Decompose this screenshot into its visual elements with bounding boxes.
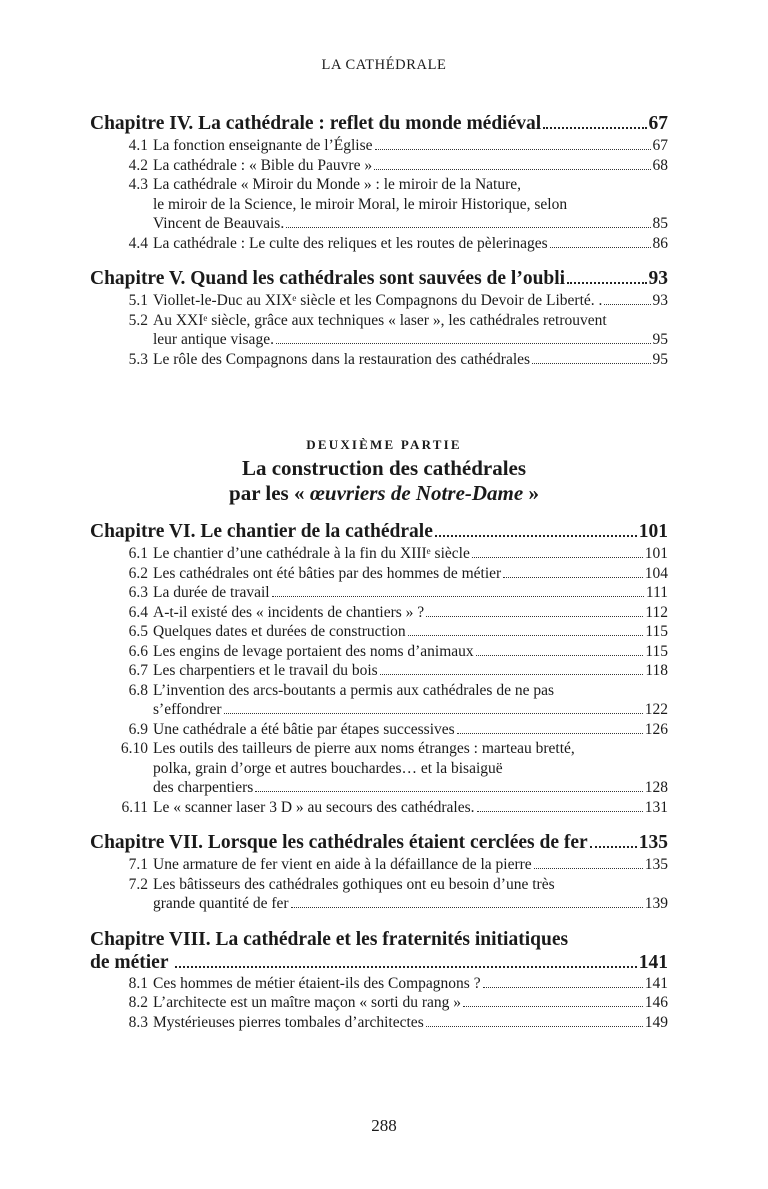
section-title: s’effondrer <box>153 701 222 718</box>
section-number: 8.2 <box>128 994 148 1011</box>
dot-leader <box>224 713 643 714</box>
chapter-heading-6[interactable] <box>90 520 668 544</box>
section-title-last-line <box>153 564 668 584</box>
toc-entry[interactable] <box>90 234 668 254</box>
toc-entry[interactable] <box>90 622 668 642</box>
section-title: Vincent de Beauvais. <box>153 215 285 232</box>
section-text <box>148 1013 668 1033</box>
section-page: 85 <box>652 215 668 232</box>
section-title-last-line <box>153 700 668 720</box>
section-page: 95 <box>652 350 668 368</box>
section-page: 93 <box>652 292 668 309</box>
section-title: A-t-il existé des « incidents de chantiers » ? <box>153 603 425 621</box>
toc-entry[interactable] <box>90 603 668 623</box>
dot-leader <box>286 227 650 228</box>
section-number: 6.10 <box>120 740 148 757</box>
part-label: DEUXIÈME PARTIE <box>306 437 462 452</box>
chapter-page: 101 <box>638 521 668 542</box>
dot-leader <box>374 169 650 170</box>
toc-entry[interactable] <box>90 136 668 156</box>
section-title: La cathédrale : Le culte des reliques et les routes de pèlerinages <box>153 234 548 252</box>
part-title-line-1: La construction des cathédrales <box>241 456 527 480</box>
toc-entry[interactable] <box>90 974 668 994</box>
section-page: 86 <box>652 234 668 252</box>
part-title-suffix: » <box>528 481 539 505</box>
section-text <box>148 661 668 681</box>
section-number: 6.2 <box>128 564 148 582</box>
running-head: LA CATHÉDRALE <box>321 57 447 73</box>
section-number: 7.1 <box>128 856 148 873</box>
section-title: Mystérieuses pierres tombales d’architectes <box>153 1013 424 1031</box>
section-title-last-line <box>153 642 668 662</box>
toc-entry[interactable] <box>90 875 668 914</box>
section-number: 5.1 <box>128 292 148 309</box>
toc-entry[interactable] <box>90 544 668 564</box>
dot-leader <box>590 846 637 848</box>
section-number: 4.2 <box>128 156 148 174</box>
dot-leader <box>532 363 650 364</box>
page-number: 288 <box>371 1116 397 1135</box>
dot-leader <box>550 247 651 248</box>
section-title-last-line <box>153 583 668 603</box>
section-text <box>148 642 668 662</box>
section-title-last-line <box>153 291 668 311</box>
part-title-line-2 <box>0 481 768 506</box>
toc-entry[interactable] <box>90 156 668 176</box>
dot-leader <box>503 577 643 578</box>
dot-leader <box>457 733 643 734</box>
section-title: Le rôle des Compagnons dans la restauration des cathédrales <box>153 350 531 368</box>
section-text <box>148 564 668 584</box>
section-text <box>148 603 668 623</box>
dot-leader <box>426 616 643 617</box>
section-page: 104 <box>644 564 668 582</box>
toc-entry[interactable] <box>90 798 668 818</box>
section-text <box>148 993 668 1013</box>
section-text <box>148 311 668 350</box>
dot-leader <box>375 149 651 150</box>
section-title: Le chantier d’une cathédrale à la fin du XIIIᵉ siècle <box>153 545 470 562</box>
section-number: 8.3 <box>128 1013 148 1031</box>
toc-entry[interactable] <box>90 564 668 584</box>
chapter-heading-7[interactable] <box>90 831 668 855</box>
section-title-last-line <box>153 234 668 254</box>
section-page: 115 <box>645 623 668 640</box>
chapter-heading-8[interactable] <box>90 928 668 974</box>
dot-leader <box>276 343 651 344</box>
dot-leader <box>477 811 643 812</box>
section-number: 6.5 <box>128 623 148 640</box>
section-page: 118 <box>645 662 668 679</box>
section-number: 6.4 <box>128 603 148 621</box>
section-title-line: le miroir de la Science, le miroir Moral, le miroir Historique, selon <box>153 195 568 213</box>
section-list <box>90 544 668 817</box>
section-title-line: Les outils des tailleurs de pierre aux noms étranges : marteau bretté, <box>153 740 575 757</box>
toc-entry[interactable] <box>90 583 668 603</box>
section-text <box>148 855 668 875</box>
section-number: 6.11 <box>121 798 148 816</box>
section-text <box>148 234 668 254</box>
dot-leader <box>567 282 646 284</box>
section-title-last-line <box>153 622 668 642</box>
dot-leader <box>426 1026 643 1027</box>
section-text <box>148 974 668 994</box>
section-title-last-line <box>153 156 668 176</box>
section-title: Une armature de fer vient en aide à la défaillance de la pierre <box>153 856 532 873</box>
section-text <box>148 798 668 818</box>
toc-entry[interactable] <box>90 681 668 720</box>
section-page: 122 <box>644 701 668 718</box>
section-number: 6.3 <box>128 584 148 601</box>
section-title-last-line <box>153 855 668 875</box>
section-title-last-line <box>153 798 668 818</box>
dot-leader <box>543 127 646 129</box>
chapter-title-line-1: Chapitre VIII. La cathédrale et les fraternités initiatiques <box>90 928 569 950</box>
chapter-page: 93 <box>648 268 668 289</box>
chapter-page: 67 <box>648 113 668 134</box>
section-text <box>148 291 668 311</box>
section-title-last-line <box>153 1013 668 1033</box>
section-number: 4.1 <box>128 137 148 154</box>
section-text <box>148 681 668 720</box>
dot-leader <box>435 535 637 537</box>
section-number: 6.7 <box>128 662 148 679</box>
section-title: Les cathédrales ont été bâties par des hommes de métier <box>153 564 502 582</box>
toc-entry[interactable] <box>90 855 668 875</box>
dot-leader <box>534 868 643 869</box>
section-title-last-line <box>153 993 668 1013</box>
dot-leader <box>272 596 644 597</box>
dot-leader <box>175 966 637 968</box>
section-number: 6.6 <box>128 642 148 660</box>
section-text <box>148 622 668 642</box>
section-title: des charpentiers <box>153 779 254 796</box>
section-number: 6.8 <box>128 681 148 699</box>
section-title-line: Au XXIᵉ siècle, grâce aux techniques « laser », les cathédrales retrouvent <box>153 311 607 329</box>
section-title: Les engins de levage portaient des noms d’animaux <box>153 642 474 660</box>
section-number: 7.2 <box>128 875 148 893</box>
section-title-line: Les bâtisseurs des cathédrales gothiques ont eu besoin d’une très <box>153 875 555 893</box>
section-page: 112 <box>645 603 668 621</box>
section-title-last-line <box>153 214 668 234</box>
toc-entry[interactable] <box>90 993 668 1013</box>
section-title: La durée de travail <box>153 584 270 601</box>
toc-entry[interactable] <box>90 1013 668 1033</box>
section-title: Quelques dates et durées de construction <box>153 623 406 640</box>
chapter-page: 135 <box>638 832 668 853</box>
toc-entry[interactable] <box>90 642 668 662</box>
chapter-title: Chapitre IV. La cathédrale : reflet du monde médiéval <box>90 113 542 134</box>
dot-leader <box>476 655 644 656</box>
toc-entry[interactable] <box>90 350 668 370</box>
section-list <box>90 974 668 1033</box>
toc-entry[interactable] <box>90 739 668 798</box>
part-title-italic: œuvriers de Notre-Dame <box>309 481 524 505</box>
dot-leader <box>380 674 644 675</box>
section-page: 67 <box>652 137 668 154</box>
section-text <box>148 156 668 176</box>
chapter-title: Chapitre VI. Le chantier de la cathédrale <box>90 521 433 542</box>
section-number: 4.4 <box>128 234 148 252</box>
toc-entry[interactable] <box>90 311 668 350</box>
section-text <box>148 720 668 740</box>
section-text <box>148 350 668 370</box>
section-number: 6.9 <box>128 720 148 738</box>
toc-block-second-part <box>90 520 668 1032</box>
section-page: 126 <box>644 720 668 738</box>
toc-entry[interactable] <box>90 175 668 234</box>
section-title: Une cathédrale a été bâtie par étapes successives <box>153 720 455 738</box>
section-text <box>148 583 668 603</box>
part-heading <box>0 437 768 506</box>
section-text <box>148 544 668 564</box>
dot-leader <box>408 635 644 636</box>
section-page: 135 <box>644 856 668 873</box>
section-title: Viollet-le-Duc au XIXᵉ siècle et les Compagnons du Devoir de Liberté. . <box>153 292 603 309</box>
section-title-line: polka, grain d’orge et autres bouchardes… et la bisaiguë <box>153 759 503 777</box>
chapter-title-last-line <box>90 951 668 974</box>
toc-entry[interactable] <box>90 291 668 311</box>
section-title: L’architecte est un maître maçon « sorti du rang » <box>153 994 462 1011</box>
section-number: 6.1 <box>128 545 148 562</box>
section-title-last-line <box>153 350 668 370</box>
chapter-title: Chapitre V. Quand les cathédrales sont sauvées de l’oubli <box>90 268 566 289</box>
section-title-line: L’invention des arcs-boutants a permis aux cathédrales de ne pas <box>153 681 555 699</box>
section-text <box>148 875 668 914</box>
section-title: leur antique visage. <box>153 331 274 348</box>
section-page: 149 <box>644 1013 668 1031</box>
section-number: 5.2 <box>128 311 148 329</box>
section-page: 101 <box>644 545 668 562</box>
section-title: Les charpentiers et le travail du bois <box>153 662 378 679</box>
part-title-prefix: par les « <box>229 481 305 505</box>
section-text <box>148 136 668 156</box>
section-title-last-line <box>153 661 668 681</box>
toc-block-first-part <box>90 112 668 369</box>
dot-leader <box>472 557 643 558</box>
section-page: 115 <box>645 642 668 660</box>
dot-leader <box>604 304 650 305</box>
section-page: 95 <box>652 331 668 348</box>
section-title-last-line <box>153 330 668 350</box>
section-title: grande quantité de fer <box>153 895 289 912</box>
chapter-title: Chapitre VII. Lorsque les cathédrales étaient cerclées de fer <box>90 832 588 853</box>
section-page: 139 <box>644 895 668 912</box>
chapter-page: 141 <box>638 951 668 973</box>
section-title-last-line <box>153 894 668 914</box>
dot-leader <box>255 791 642 792</box>
section-text <box>148 175 668 234</box>
dot-leader <box>291 907 643 908</box>
chapter-title-line-2: de métier <box>90 951 169 973</box>
section-list <box>90 291 668 369</box>
section-number: 5.3 <box>128 350 148 368</box>
section-title-last-line <box>153 778 668 798</box>
section-text <box>148 739 668 798</box>
section-page: 68 <box>652 156 668 174</box>
chapter-heading-5[interactable] <box>90 267 668 291</box>
section-list <box>90 855 668 914</box>
section-page: 111 <box>645 584 668 601</box>
section-list <box>90 136 668 253</box>
section-number: 8.1 <box>128 974 148 992</box>
section-title-last-line <box>153 720 668 740</box>
section-title-last-line <box>153 603 668 623</box>
section-page: 141 <box>644 974 668 992</box>
toc-entry[interactable] <box>90 720 668 740</box>
section-page: 131 <box>644 798 668 816</box>
section-number: 4.3 <box>128 176 148 193</box>
section-title-line: La cathédrale « Miroir du Monde » : le miroir de la Nature, <box>153 176 521 193</box>
section-title: Ces hommes de métier étaient-ils des Compagnons ? <box>153 974 481 992</box>
section-page: 128 <box>644 779 668 796</box>
section-title: La cathédrale : « Bible du Pauvre » <box>153 156 373 174</box>
dot-leader <box>463 1006 643 1007</box>
dot-leader <box>483 987 643 988</box>
section-title-last-line <box>153 136 668 156</box>
section-page: 146 <box>644 994 668 1011</box>
toc-entry[interactable] <box>90 661 668 681</box>
section-title-last-line <box>153 974 668 994</box>
section-title-last-line <box>153 544 668 564</box>
section-title: La fonction enseignante de l’Église <box>153 137 373 154</box>
section-title: Le « scanner laser 3 D » au secours des cathédrales. <box>153 798 475 816</box>
chapter-heading-4[interactable] <box>90 112 668 136</box>
